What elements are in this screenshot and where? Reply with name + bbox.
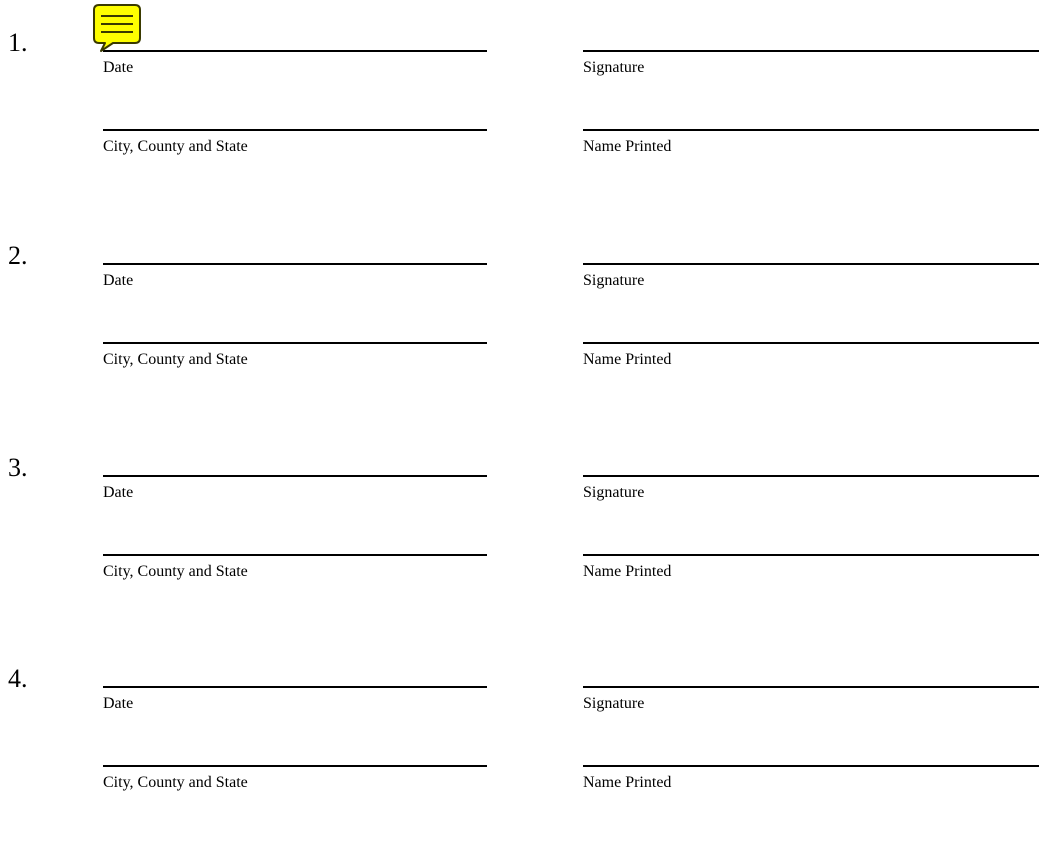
signature-label: Signature — [583, 695, 645, 712]
location-line[interactable] — [103, 765, 487, 767]
name-printed-label: Name Printed — [583, 351, 672, 368]
date-label: Date — [103, 59, 134, 76]
date-label: Date — [103, 272, 134, 289]
signature-entry-1 — [0, 28, 1040, 214]
name-printed-line[interactable] — [583, 129, 1039, 131]
location-line[interactable] — [103, 129, 487, 131]
signature-line[interactable] — [583, 50, 1039, 52]
location-label: City, County and State — [103, 563, 248, 580]
date-line[interactable] — [103, 50, 487, 52]
date-line[interactable] — [103, 263, 487, 265]
signature-entry-3 — [0, 453, 1040, 639]
signature-line[interactable] — [583, 475, 1039, 477]
date-line[interactable] — [103, 475, 487, 477]
entry-number: 2. — [8, 241, 28, 270]
signature-entry-4 — [0, 664, 1040, 850]
name-printed-line[interactable] — [583, 765, 1039, 767]
signature-line[interactable] — [583, 686, 1039, 688]
location-label: City, County and State — [103, 774, 248, 791]
entry-number: 4. — [8, 664, 28, 693]
entry-number: 3. — [8, 453, 28, 482]
comment-bubble-shape — [94, 5, 140, 51]
date-label: Date — [103, 695, 134, 712]
signature-entry-2 — [0, 241, 1040, 427]
date-line[interactable] — [103, 686, 487, 688]
name-printed-label: Name Printed — [583, 563, 672, 580]
name-printed-label: Name Printed — [583, 774, 672, 791]
date-label: Date — [103, 484, 134, 501]
entry-number: 1. — [8, 28, 28, 57]
signature-label: Signature — [583, 272, 645, 289]
signature-label: Signature — [583, 484, 645, 501]
location-line[interactable] — [103, 554, 487, 556]
signature-label: Signature — [583, 59, 645, 76]
name-printed-line[interactable] — [583, 554, 1039, 556]
name-printed-line[interactable] — [583, 342, 1039, 344]
location-label: City, County and State — [103, 138, 248, 155]
signature-line[interactable] — [583, 263, 1039, 265]
name-printed-label: Name Printed — [583, 138, 672, 155]
comment-note-icon[interactable] — [91, 4, 143, 54]
location-line[interactable] — [103, 342, 487, 344]
location-label: City, County and State — [103, 351, 248, 368]
